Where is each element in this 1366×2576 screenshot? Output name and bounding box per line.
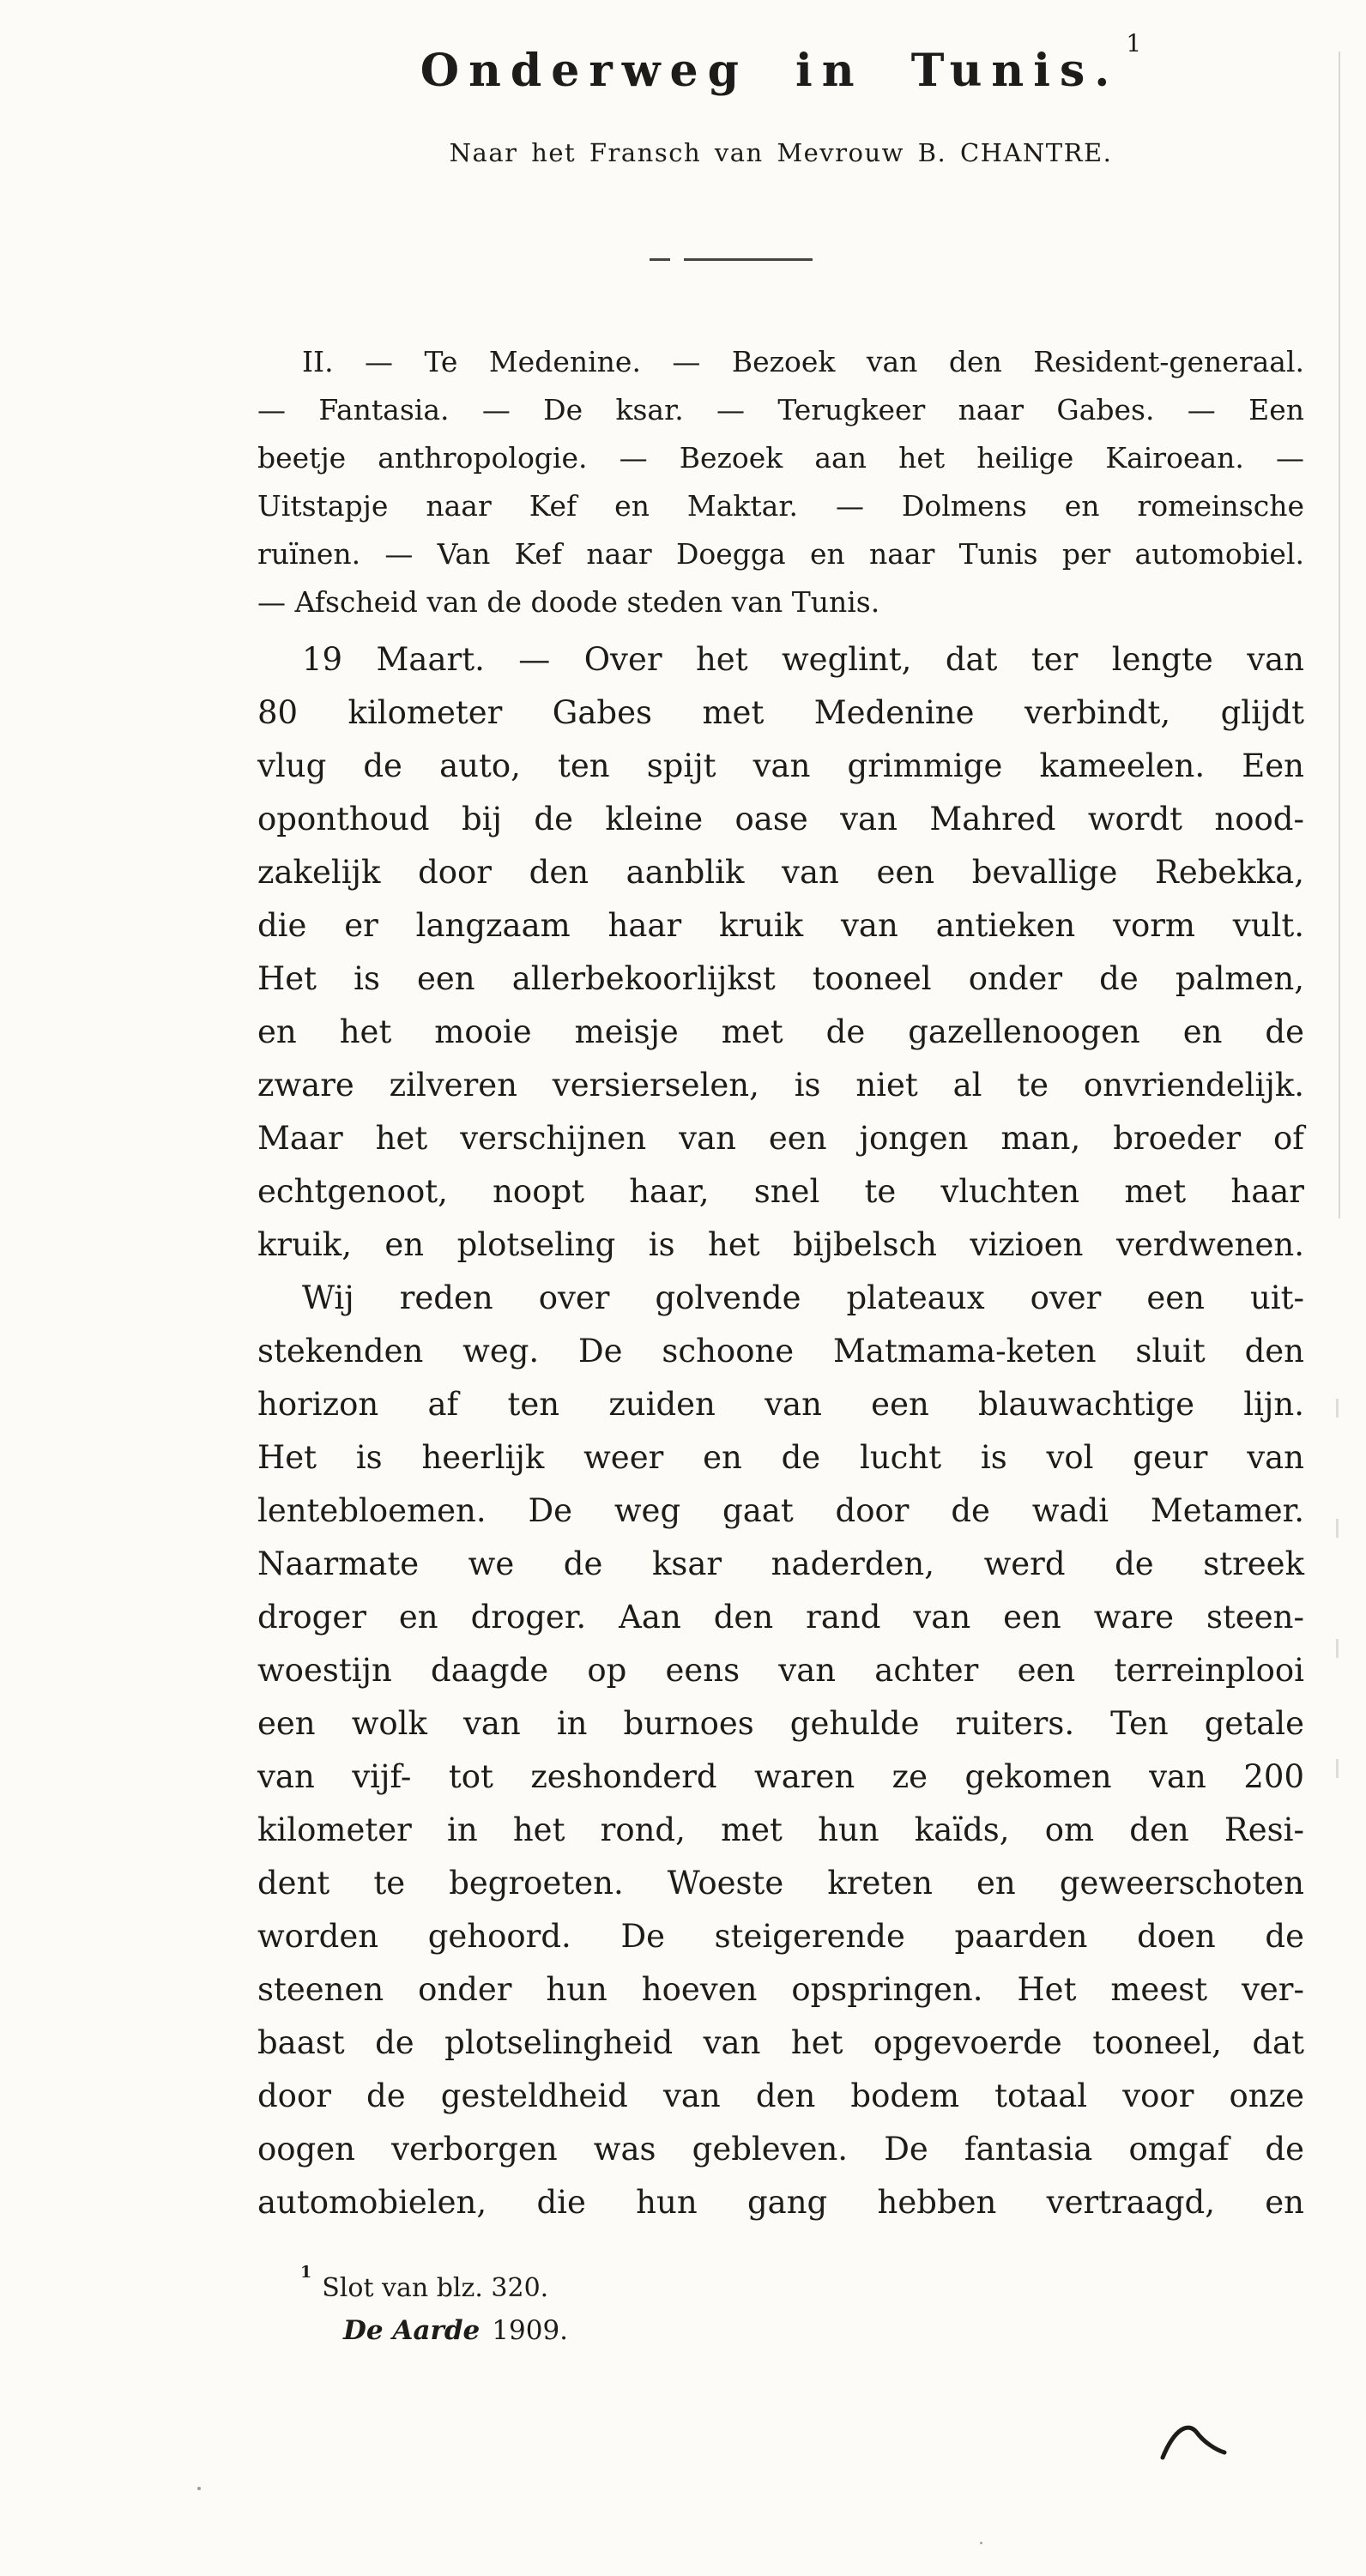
article-title-text: Onderweg in Tunis. xyxy=(420,45,1120,97)
text-line: Naarmate we de ksar naderden, werd de streek xyxy=(257,1545,1304,1582)
publication-line xyxy=(257,2315,1304,2346)
text-line: Maar het verschijnen van een jongen man, broeder of xyxy=(257,1120,1304,1157)
text-line: — Afscheid van de doode steden van Tunis. xyxy=(257,585,880,619)
text-line: kruik, en plotseling is het bijbelsch vizioen verdwenen. xyxy=(257,1226,1304,1263)
text-line: Het is heerlijk weer en de lucht is vol geur van xyxy=(257,1439,1304,1476)
text-line: Het is een allerbekoorlijkst tooneel onder de palmen, xyxy=(257,960,1304,997)
publication-year: 1909. xyxy=(492,2315,569,2346)
text-line: worden gehoord. De steigerende paarden doen de xyxy=(257,1918,1304,1955)
article-title xyxy=(257,28,1304,97)
text-line: woestijn daagde op eens van achter een terreinplooi xyxy=(257,1652,1304,1689)
article-subtitle: Naar het Fransch van Mevrouw B. CHANTRE. xyxy=(449,138,1113,167)
paragraph xyxy=(257,1272,1304,2229)
text-line: zakelijk door den aanblik van een bevallige Rebekka, xyxy=(257,854,1304,891)
text-line: en het mooie meisje met de gazellenoogen en de xyxy=(257,1013,1304,1050)
publication-title: De Aarde xyxy=(343,2315,481,2346)
text-line: horizon af ten zuiden van een blauwachtige lijn. xyxy=(257,1386,1304,1423)
text-line: door de gesteldheid van den bodem totaal voor onze xyxy=(257,2077,1304,2114)
text-line: oponthoud bij de kleine oase van Mahred wordt nood- xyxy=(257,801,1304,838)
text-column xyxy=(257,0,1304,2346)
text-line: ruïnen. — Van Kef naar Doegga en naar Tunis per automobiel. xyxy=(257,537,1304,571)
text-line: lentebloemen. De weg gaat door de wadi Metamer. xyxy=(257,1492,1304,1529)
section-divider xyxy=(650,258,813,261)
scan-mark xyxy=(1336,1519,1339,1538)
paragraph xyxy=(257,633,1304,1272)
scan-speck xyxy=(197,2487,201,2490)
text-line: 80 kilometer Gabes met Medenine verbindt, glijdt xyxy=(257,694,1304,731)
footnote-marker: 1 xyxy=(300,2263,312,2282)
text-line: 19 Maart. — Over het weglint, dat ter lengte van xyxy=(302,641,1304,678)
chapter-summary xyxy=(257,338,1304,626)
text-line: vlug de auto, ten spijt van grimmige kameelen. Een xyxy=(257,747,1304,784)
article-body xyxy=(257,633,1304,2229)
text-line: die er langzaam haar kruik van antieken vorm vult. xyxy=(257,907,1304,944)
text-line: oogen verborgen was gebleven. De fantasia omgaf de xyxy=(257,2131,1304,2168)
text-line: stekenden weg. De schoone Matmama-keten sluit den xyxy=(257,1333,1304,1370)
footnote-text: Slot van blz. 320. xyxy=(322,2273,549,2303)
text-line: Wij reden over golvende plateaux over een uit- xyxy=(302,1279,1304,1316)
scan-speck xyxy=(980,2542,982,2544)
text-line: — Fantasia. — De ksar. — Terugkeer naar Gabes. — Een xyxy=(257,393,1304,426)
text-line: dent te begroeten. Woeste kreten en geweerschoten xyxy=(257,1865,1304,1902)
text-line: een wolk van in burnoes gehulde ruiters. Ten getale xyxy=(257,1705,1304,1742)
text-line: beetje anthropologie. — Bezoek aan het heilige Kairoean. — xyxy=(257,441,1304,475)
text-line: droger en droger. Aan den rand van een ware steen- xyxy=(257,1599,1304,1636)
footnote-ref-marker: 1 xyxy=(1126,28,1142,57)
scan-mark xyxy=(1336,1399,1339,1418)
text-line: automobielen, die hun gang hebben vertraagd, en xyxy=(257,2184,1304,2221)
text-line: Uitstapje naar Kef en Maktar. — Dolmens en romeinsche xyxy=(257,489,1304,523)
scan-mark xyxy=(1336,1639,1339,1658)
text-line: II. — Te Medenine. — Bezoek van den Resident-generaal. xyxy=(302,345,1304,378)
pen-mark xyxy=(1154,2410,1231,2470)
text-line: zware zilveren versierselen, is niet al te onvriendelijk. xyxy=(257,1067,1304,1104)
text-line: van vijf- tot zeshonderd waren ze gekomen van 200 xyxy=(257,1758,1304,1795)
scan-mark xyxy=(1336,1759,1339,1778)
footnote xyxy=(257,2263,1304,2303)
text-line: echtgenoot, noopt haar, snel te vluchten met haar xyxy=(257,1173,1304,1210)
text-line: steenen onder hun hoeven opspringen. Het meest ver- xyxy=(257,1971,1304,2008)
scan-edge-line xyxy=(1339,51,1340,1218)
text-line: kilometer in het rond, met hun kaïds, om den Resi- xyxy=(257,1811,1304,1848)
text-line: baast de plotselingheid van het opgevoerde tooneel, dat xyxy=(257,2024,1304,2061)
